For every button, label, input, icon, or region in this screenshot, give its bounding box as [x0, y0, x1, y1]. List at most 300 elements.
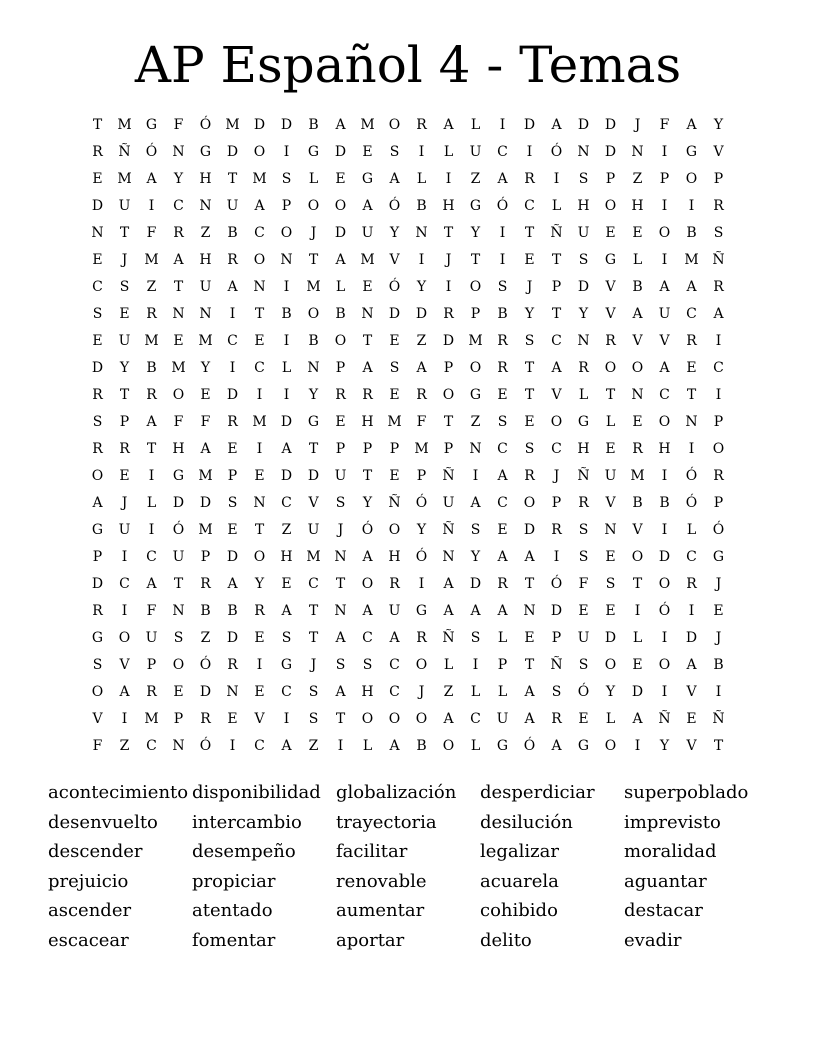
grid-letter: T — [335, 576, 346, 592]
grid-letter: S — [578, 171, 589, 187]
grid-letter: R — [92, 144, 103, 160]
grid-letter: D — [226, 549, 239, 565]
grid-letter: O — [415, 711, 428, 727]
grid-letter: Ó — [145, 144, 158, 160]
grid-letter: B — [146, 360, 157, 376]
grid-letter: Ó — [415, 549, 428, 565]
grid-row — [84, 220, 732, 247]
grid-letter: G — [361, 171, 374, 187]
grid-letter: D — [523, 117, 536, 133]
word-item: trayectoria — [336, 811, 437, 833]
grid-letter: Ñ — [712, 252, 725, 268]
grid-letter: R — [632, 441, 643, 457]
grid-letter: C — [281, 495, 292, 511]
grid-letter: O — [253, 144, 266, 160]
grid-letter: M — [171, 360, 186, 376]
word-item: moralidad — [624, 841, 717, 863]
grid-letter: A — [92, 495, 103, 511]
grid-letter: C — [227, 333, 238, 349]
grid-letter: O — [91, 468, 104, 484]
grid-letter: E — [524, 414, 535, 430]
grid-letter: A — [362, 360, 373, 376]
grid-letter: A — [254, 198, 265, 214]
grid-letter: C — [389, 684, 400, 700]
grid-letter: A — [632, 306, 643, 322]
grid-letter: Ó — [577, 684, 590, 700]
grid-letter: V — [389, 252, 400, 268]
grid-letter: U — [361, 225, 374, 241]
grid-letter: O — [631, 360, 644, 376]
word-item: renovable — [336, 870, 427, 892]
grid-letter: D — [91, 360, 104, 376]
grid-letter: O — [550, 414, 563, 430]
grid-letter: D — [334, 225, 347, 241]
grid-letter: L — [470, 738, 481, 754]
grid-letter: Ó — [388, 198, 401, 214]
grid-letter: H — [577, 441, 590, 457]
grid-letter: C — [497, 144, 508, 160]
grid-letter: U — [388, 603, 401, 619]
grid-letter: T — [551, 252, 562, 268]
grid-letter: R — [119, 441, 130, 457]
grid-letter: I — [256, 387, 263, 403]
grid-letter: Ó — [550, 144, 563, 160]
grid-letter: I — [418, 252, 425, 268]
grid-letter: S — [605, 576, 616, 592]
grid-letter: D — [685, 630, 698, 646]
grid-letter: F — [146, 603, 157, 619]
grid-letter: S — [335, 657, 346, 673]
grid-letter: D — [604, 144, 617, 160]
grid-letter: A — [551, 738, 562, 754]
grid-letter: A — [200, 441, 211, 457]
grid-letter: Y — [389, 225, 400, 241]
grid-letter: C — [254, 738, 265, 754]
grid-letter: I — [661, 144, 668, 160]
grid-letter: R — [713, 468, 724, 484]
grid-letter: C — [281, 684, 292, 700]
grid-letter: S — [308, 711, 319, 727]
grid-letter: M — [144, 711, 159, 727]
grid-letter: Ñ — [388, 495, 401, 511]
grid-letter: T — [119, 225, 130, 241]
grid-row — [84, 517, 732, 544]
grid-letter: U — [658, 306, 671, 322]
grid-letter: S — [92, 657, 103, 673]
grid-letter: G — [469, 198, 482, 214]
grid-letter: N — [334, 549, 347, 565]
grid-letter: Ó — [199, 117, 212, 133]
grid-letter: E — [605, 549, 616, 565]
grid-letter: C — [92, 279, 103, 295]
grid-letter: E — [362, 279, 373, 295]
word-item: descender — [48, 841, 143, 863]
grid-letter: S — [524, 441, 535, 457]
grid-letter: U — [469, 144, 482, 160]
grid-letter: L — [146, 495, 157, 511]
grid-letter: N — [280, 252, 293, 268]
grid-letter: U — [496, 711, 509, 727]
grid-letter: N — [523, 603, 536, 619]
grid-letter: M — [198, 522, 213, 538]
grid-letter: U — [604, 468, 617, 484]
grid-letter: O — [469, 360, 482, 376]
grid-letter: M — [306, 279, 321, 295]
grid-letter: M — [117, 117, 132, 133]
grid-letter: A — [146, 576, 157, 592]
grid-letter: M — [117, 171, 132, 187]
grid-letter: S — [578, 522, 589, 538]
grid-letter: I — [634, 603, 641, 619]
grid-letter: I — [283, 144, 290, 160]
grid-letter: D — [253, 117, 266, 133]
grid-letter: J — [526, 279, 533, 295]
grid-letter: A — [524, 684, 535, 700]
grid-letter: V — [605, 306, 616, 322]
grid-letter: E — [254, 684, 265, 700]
grid-letter: T — [524, 387, 535, 403]
grid-letter: H — [280, 549, 293, 565]
grid-letter: A — [443, 117, 454, 133]
grid-letter: C — [551, 441, 562, 457]
grid-letter: L — [335, 279, 346, 295]
grid-letter: A — [443, 603, 454, 619]
grid-letter: P — [281, 198, 292, 214]
grid-letter: M — [630, 468, 645, 484]
grid-letter: I — [499, 252, 506, 268]
grid-letter: P — [551, 279, 562, 295]
grid-letter: A — [281, 738, 292, 754]
grid-letter: D — [550, 603, 563, 619]
grid-letter: G — [469, 387, 482, 403]
grid-letter: M — [144, 252, 159, 268]
grid-letter: E — [605, 441, 616, 457]
grid-letter: M — [387, 414, 402, 430]
grid-letter: O — [307, 306, 320, 322]
grid-row — [84, 274, 732, 301]
grid-letter: L — [470, 684, 481, 700]
grid-letter: I — [472, 468, 479, 484]
grid-letter: Ó — [199, 738, 212, 754]
grid-letter: Y — [578, 306, 589, 322]
grid-row — [84, 409, 732, 436]
grid-letter: Y — [524, 306, 535, 322]
grid-letter: A — [713, 306, 724, 322]
grid-letter: Z — [200, 630, 211, 646]
grid-letter: P — [92, 549, 103, 565]
grid-letter: E — [281, 576, 292, 592]
grid-letter: N — [172, 738, 185, 754]
grid-letter: N — [415, 225, 428, 241]
grid-letter: A — [389, 630, 400, 646]
grid-letter: Ó — [685, 495, 698, 511]
grid-letter: E — [335, 414, 346, 430]
grid-letter: E — [578, 711, 589, 727]
grid-letter: A — [470, 495, 481, 511]
grid-letter: Z — [281, 522, 292, 538]
word-item: escacear — [48, 929, 129, 951]
grid-letter: R — [362, 387, 373, 403]
grid-letter: I — [661, 252, 668, 268]
grid-letter: P — [227, 468, 238, 484]
grid-letter: Ó — [361, 522, 374, 538]
grid-letter: V — [254, 711, 265, 727]
grid-letter: L — [443, 144, 454, 160]
grid-letter: C — [470, 711, 481, 727]
grid-letter: Y — [659, 738, 670, 754]
grid-letter: E — [227, 522, 238, 538]
grid-letter: S — [497, 414, 508, 430]
grid-row — [84, 571, 732, 598]
grid-letter: R — [686, 333, 697, 349]
grid-letter: J — [715, 630, 722, 646]
word-item: legalizar — [480, 841, 559, 863]
grid-letter: L — [362, 738, 373, 754]
grid-letter: E — [632, 225, 643, 241]
grid-letter: R — [551, 711, 562, 727]
grid-letter: G — [280, 657, 293, 673]
grid-row — [84, 679, 732, 706]
grid-letter: P — [659, 171, 670, 187]
grid-letter: Ó — [199, 657, 212, 673]
grid-letter: R — [497, 333, 508, 349]
grid-letter: G — [685, 144, 698, 160]
grid-letter: R — [686, 576, 697, 592]
grid-letter: D — [334, 144, 347, 160]
word-item: desenvuelto — [48, 811, 158, 833]
grid-letter: Z — [470, 171, 481, 187]
grid-letter: O — [604, 198, 617, 214]
grid-letter: J — [715, 576, 722, 592]
word-item: disponibilidad — [192, 782, 321, 803]
grid-letter: B — [713, 657, 724, 673]
grid-letter: P — [713, 414, 724, 430]
grid-letter: O — [172, 387, 185, 403]
grid-letter: U — [118, 198, 131, 214]
grid-letter: C — [497, 495, 508, 511]
grid-letter: B — [308, 333, 319, 349]
grid-letter: R — [524, 468, 535, 484]
word-item: desperdiciar — [480, 782, 595, 803]
grid-letter: P — [605, 171, 616, 187]
grid-letter: D — [523, 522, 536, 538]
grid-letter: B — [632, 279, 643, 295]
grid-letter: S — [497, 279, 508, 295]
word-item: evadir — [624, 929, 682, 951]
grid-letter: I — [661, 684, 668, 700]
grid-letter: P — [362, 441, 373, 457]
grid-letter: O — [442, 738, 455, 754]
grid-letter: A — [659, 360, 670, 376]
grid-letter: E — [119, 306, 130, 322]
grid-letter: S — [281, 171, 292, 187]
grid-letter: I — [499, 225, 506, 241]
grid-letter: P — [497, 657, 508, 673]
word-list — [48, 778, 788, 956]
grid-letter: R — [524, 171, 535, 187]
grid-letter: F — [146, 225, 157, 241]
grid-letter: V — [632, 522, 643, 538]
grid-letter: B — [416, 738, 427, 754]
grid-letter: E — [524, 252, 535, 268]
grid-row — [84, 706, 732, 733]
grid-letter: P — [173, 711, 184, 727]
grid-letter: A — [173, 252, 184, 268]
grid-letter: I — [688, 198, 695, 214]
grid-letter: A — [551, 360, 562, 376]
grid-letter: N — [604, 522, 617, 538]
grid-row — [84, 328, 732, 355]
grid-letter: N — [577, 144, 590, 160]
grid-letter: A — [551, 117, 562, 133]
grid-letter: O — [334, 333, 347, 349]
grid-letter: E — [686, 360, 697, 376]
grid-letter: N — [253, 495, 266, 511]
word-item: imprevisto — [624, 811, 721, 833]
grid-letter: D — [226, 144, 239, 160]
grid-letter: R — [713, 279, 724, 295]
word-item: facilitar — [336, 841, 408, 863]
grid-letter: E — [389, 333, 400, 349]
word-item: aumentar — [336, 900, 425, 922]
grid-letter: T — [524, 576, 535, 592]
grid-letter: I — [418, 576, 425, 592]
grid-letter: D — [469, 576, 482, 592]
grid-letter: H — [577, 198, 590, 214]
grid-letter: S — [308, 684, 319, 700]
grid-letter: I — [148, 468, 155, 484]
word-item: prejuicio — [48, 870, 129, 892]
grid-letter: B — [416, 198, 427, 214]
grid-letter: P — [200, 549, 211, 565]
grid-letter: T — [173, 279, 184, 295]
grid-letter: O — [658, 414, 671, 430]
grid-letter: H — [361, 414, 374, 430]
grid-letter: L — [308, 171, 319, 187]
grid-letter: T — [470, 252, 481, 268]
grid-row — [84, 733, 732, 760]
grid-letter: S — [227, 495, 238, 511]
grid-letter: L — [551, 198, 562, 214]
grid-letter: R — [227, 414, 238, 430]
grid-letter: I — [634, 738, 641, 754]
grid-letter: Z — [119, 738, 130, 754]
grid-letter: A — [524, 711, 535, 727]
grid-letter: R — [605, 333, 616, 349]
letter-grid — [84, 112, 732, 760]
grid-letter: R — [200, 576, 211, 592]
grid-letter: V — [686, 738, 697, 754]
grid-letter: T — [308, 603, 319, 619]
grid-letter: S — [389, 360, 400, 376]
grid-letter: Y — [470, 225, 481, 241]
grid-letter: I — [715, 333, 722, 349]
grid-letter: D — [442, 333, 455, 349]
grid-letter: S — [281, 630, 292, 646]
grid-letter: E — [578, 603, 589, 619]
grid-letter: O — [280, 225, 293, 241]
grid-letter: E — [254, 630, 265, 646]
grid-letter: D — [307, 468, 320, 484]
grid-letter: E — [632, 657, 643, 673]
grid-letter: D — [415, 306, 428, 322]
grid-letter: D — [226, 630, 239, 646]
grid-letter: E — [497, 522, 508, 538]
grid-letter: J — [310, 657, 317, 673]
grid-letter: T — [713, 738, 724, 754]
grid-letter: T — [254, 306, 265, 322]
grid-letter: T — [308, 630, 319, 646]
grid-letter: T — [605, 387, 616, 403]
grid-letter: Y — [254, 576, 265, 592]
grid-letter: C — [389, 657, 400, 673]
grid-row — [84, 463, 732, 490]
grid-row — [84, 436, 732, 463]
grid-letter: U — [334, 468, 347, 484]
grid-letter: U — [145, 630, 158, 646]
grid-letter: G — [577, 738, 590, 754]
grid-letter: U — [172, 549, 185, 565]
grid-letter: Y — [713, 117, 724, 133]
grid-letter: N — [469, 441, 482, 457]
grid-letter: I — [256, 441, 263, 457]
grid-letter: T — [362, 468, 373, 484]
grid-letter: D — [199, 495, 212, 511]
grid-letter: A — [227, 279, 238, 295]
grid-letter: N — [685, 414, 698, 430]
grid-letter: M — [198, 333, 213, 349]
grid-letter: O — [604, 738, 617, 754]
grid-letter: A — [362, 198, 373, 214]
grid-letter: S — [92, 306, 103, 322]
grid-letter: C — [146, 549, 157, 565]
grid-letter: A — [281, 603, 292, 619]
grid-letter: J — [337, 522, 344, 538]
grid-letter: O — [253, 252, 266, 268]
grid-letter: Ó — [712, 522, 725, 538]
grid-letter: Ó — [415, 495, 428, 511]
grid-letter: Z — [632, 171, 643, 187]
grid-letter: I — [229, 306, 236, 322]
grid-letter: A — [443, 576, 454, 592]
grid-letter: H — [361, 684, 374, 700]
grid-letter: O — [361, 576, 374, 592]
grid-letter: D — [604, 630, 617, 646]
grid-letter: E — [92, 252, 103, 268]
grid-letter: P — [713, 495, 724, 511]
grid-letter: Ó — [550, 576, 563, 592]
grid-letter: Y — [470, 549, 481, 565]
grid-letter: S — [362, 657, 373, 673]
grid-letter: Ñ — [442, 468, 455, 484]
grid-letter: A — [362, 603, 373, 619]
grid-letter: A — [335, 117, 346, 133]
grid-letter: F — [173, 414, 184, 430]
grid-letter: T — [362, 333, 373, 349]
grid-letter: V — [686, 684, 697, 700]
grid-letter: Ó — [523, 738, 536, 754]
grid-letter: S — [389, 144, 400, 160]
grid-letter: L — [443, 657, 454, 673]
grid-letter: S — [578, 549, 589, 565]
grid-letter: M — [225, 117, 240, 133]
grid-letter: P — [119, 414, 130, 430]
grid-letter: I — [688, 441, 695, 457]
grid-letter: G — [496, 738, 509, 754]
grid-letter: O — [334, 198, 347, 214]
grid-letter: E — [389, 387, 400, 403]
grid-letter: C — [497, 441, 508, 457]
